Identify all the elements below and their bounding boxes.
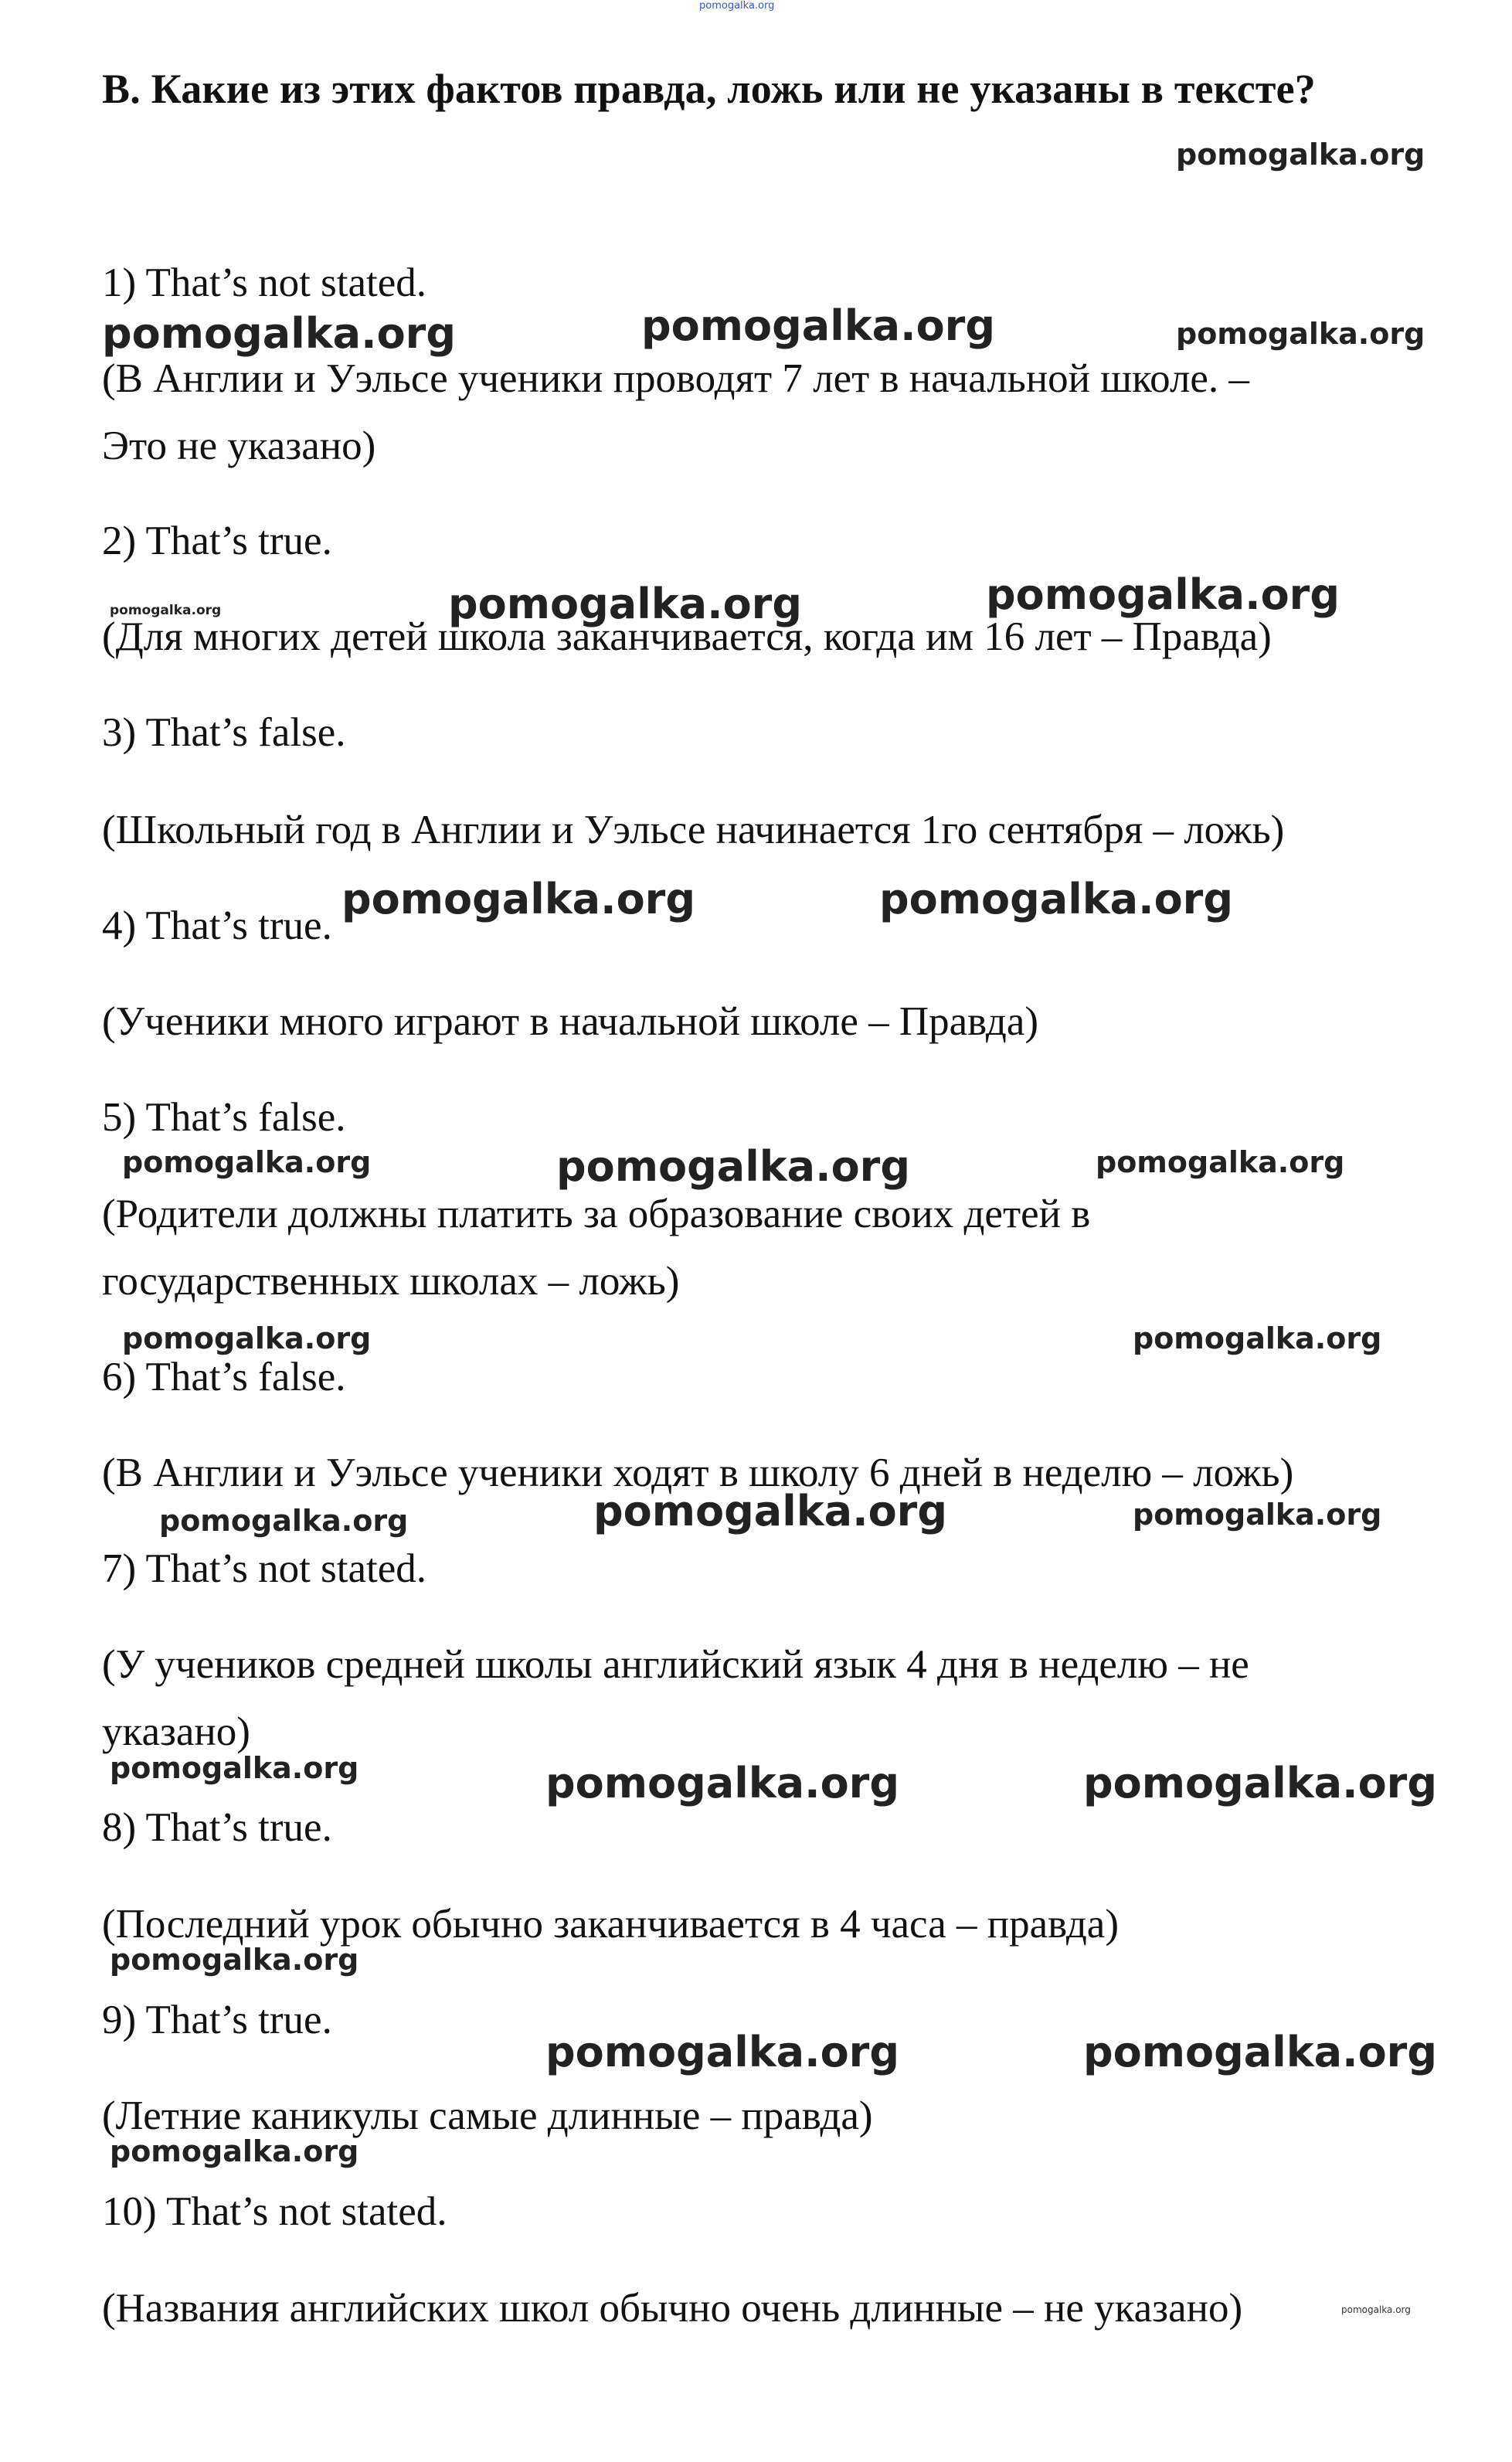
answer-7-translation-line-1: (У учеников средней школы английский язык 4 дня в неделю – не — [102, 1642, 1249, 1687]
watermark: pomogalka.org — [879, 875, 1233, 923]
watermark: pomogalka.org — [159, 1504, 409, 1538]
watermark: pomogalka.org — [341, 875, 695, 923]
watermark: pomogalka.org — [1083, 2028, 1437, 2076]
watermark: pomogalka.org — [1096, 1145, 1345, 1179]
answer-10-translation-line-1: (Названия английских школ обычно очень длинные – не указано) — [102, 2286, 1243, 2331]
top-watermark: pomogalka.org — [699, 0, 775, 12]
watermark: pomogalka.org — [122, 1321, 372, 1355]
answer-5-translation-line-1: (Родители должны платить за образование своих детей в — [102, 1192, 1091, 1236]
answer-7: 7) That’s not stated. — [102, 1546, 427, 1591]
watermark: pomogalka.org — [986, 570, 1340, 619]
answer-9-translation-line-1: (Летние каникулы самые длинные – правда) — [102, 2093, 873, 2138]
answer-2-translation-line-1: (Для многих детей школа заканчивается, когда им 16 лет – Правда) — [102, 614, 1272, 659]
answer-8-translation-line-1: (Последний урок обычно заканчивается в 4 часа – правда) — [102, 1902, 1119, 1947]
answer-9: 9) That’s true. — [102, 1998, 332, 2042]
answer-3: 3) That’s false. — [102, 710, 346, 755]
answer-3-translation-line-1: (Школьный год в Англии и Уэльсе начинается 1го сентября – ложь) — [102, 808, 1285, 852]
watermark: pomogalka.org — [102, 309, 456, 358]
answer-7-translation-line-2: указано) — [102, 1709, 250, 1754]
answer-1-translation-line-1: (В Англии и Уэльсе ученики проводят 7 лет в начальной школе. – — [102, 356, 1249, 401]
answer-6-translation-line-1: (В Англии и Уэльсе ученики ходят в школу 6 дней в неделю – ложь) — [102, 1450, 1294, 1495]
watermark: pomogalka.org — [641, 301, 995, 350]
watermark: pomogalka.org — [110, 603, 222, 618]
watermark: pomogalka.org — [1133, 1498, 1382, 1532]
answer-1-translation-line-2: Это не указано) — [102, 423, 376, 468]
watermark: pomogalka.org — [593, 1487, 947, 1535]
answer-5-translation-line-2: государственных школах – ложь) — [102, 1259, 680, 1304]
answer-2: 2) That’s true. — [102, 519, 332, 563]
watermark: pomogalka.org — [1341, 2304, 1411, 2315]
site-watermark: pomogalka.org — [1176, 138, 1425, 172]
answer-1: 1) That’s not stated. — [102, 260, 427, 305]
watermark: pomogalka.org — [110, 1943, 359, 1977]
answer-5: 5) That’s false. — [102, 1095, 346, 1140]
watermark: pomogalka.org — [1083, 1759, 1437, 1807]
page-title: В. Какие из этих фактов правда, ложь или не указаны в тексте? — [102, 66, 1316, 112]
watermark: pomogalka.org — [110, 1751, 359, 1785]
answer-4-translation-line-1: (Ученики много играют в начальной школе – Правда) — [102, 999, 1039, 1044]
watermark: pomogalka.org — [556, 1142, 910, 1191]
watermark: pomogalka.org — [122, 1145, 372, 1179]
answer-6: 6) That’s false. — [102, 1355, 346, 1399]
answer-8: 8) That’s true. — [102, 1805, 332, 1850]
watermark: pomogalka.org — [545, 1759, 899, 1807]
watermark: pomogalka.org — [448, 580, 802, 628]
watermark: pomogalka.org — [1133, 1321, 1382, 1355]
watermark: pomogalka.org — [545, 2028, 899, 2076]
watermark: pomogalka.org — [110, 2134, 359, 2168]
answer-4: 4) That’s true. — [102, 903, 332, 948]
answer-10: 10) That’s not stated. — [102, 2189, 447, 2234]
watermark: pomogalka.org — [1176, 317, 1425, 351]
